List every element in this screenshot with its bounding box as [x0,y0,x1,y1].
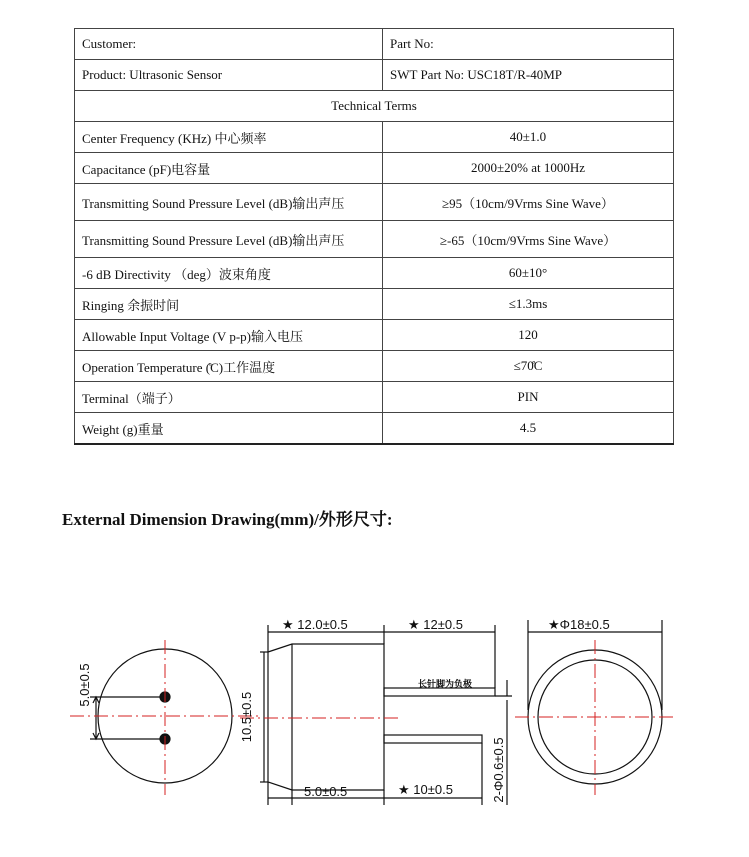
table-row [75,320,674,351]
table-row [75,122,674,153]
spec-label: Operation Temperature (̊C)工作温度 [75,351,383,382]
height-label: 10.5±0.5 [239,691,254,743]
part-no-label: Part No: [383,29,674,60]
sensor-body-outline [268,644,384,790]
customer-label: Customer: [75,29,383,60]
short-pin-length-label: ★ 10±0.5 [398,782,453,797]
technical-terms-header: Technical Terms [75,91,674,122]
spec-value: ≤1.3ms [383,289,674,320]
spec-value: PIN [383,382,674,413]
spec-label: Transmitting Sound Pressure Level (dB)输出声压 [75,221,383,258]
table-row [75,413,674,445]
spec-value: 2000±20% at 1000Hz [383,153,674,184]
table-row [75,29,674,60]
product-label: Product: Ultrasonic Sensor [75,60,383,91]
spec-value: ≤70̊C [383,351,674,382]
pin-spacing-label: 5.0±0.5 [77,663,92,707]
body-length-label: ★ 12.0±0.5 [282,617,348,632]
table-row [75,184,674,221]
spec-table [74,28,674,445]
spec-value: 60±10° [383,258,674,289]
diameter-label: ★Φ18±0.5 [548,617,610,632]
table-row [75,258,674,289]
center-lines [70,640,675,795]
spec-label: Weight (g)重量 [75,413,383,445]
side-view-body [260,625,512,805]
table-row [75,221,674,258]
short-pin [384,735,482,743]
long-pin [384,688,495,696]
table-row [75,351,674,382]
table-row [75,382,674,413]
spec-label: Ringing 余振时间 [75,289,383,320]
table-row [75,60,674,91]
spec-value: ≥95（10cm/9Vrms Sine Wave） [383,184,674,221]
spec-value: 40±1.0 [383,122,674,153]
spec-label: Capacitance (pF)电容量 [75,153,383,184]
long-pin-note: 长针脚为负极 [418,679,473,689]
spec-label: Transmitting Sound Pressure Level (dB)输出声压 [75,184,383,221]
table-row [75,289,674,320]
spec-label: Terminal（端子） [75,382,383,413]
spec-value: 120 [383,320,674,351]
table-row [75,91,674,122]
base-length-label: 5.0±0.5 [304,784,348,799]
pin-diameter-label: 2-Φ0.6±0.5 [491,737,506,803]
drawing-heading: External Dimension Drawing(mm)/外形尺寸: [62,510,393,529]
long-pin-length-label: ★ 12±0.5 [408,617,463,632]
spec-label: -6 dB Directivity （deg）波束角度 [75,258,383,289]
table-row [75,153,674,184]
spec-label: Allowable Input Voltage (V p-p)输入电压 [75,320,383,351]
spec-value: 4.5 [383,413,674,445]
spec-value: ≥-65（10cm/9Vrms Sine Wave） [383,221,674,258]
swt-part-no: SWT Part No: USC18T/R-40MP [383,60,674,91]
dimension-drawing [0,540,749,857]
spec-label: Center Frequency (KHz) 中心频率 [75,122,383,153]
